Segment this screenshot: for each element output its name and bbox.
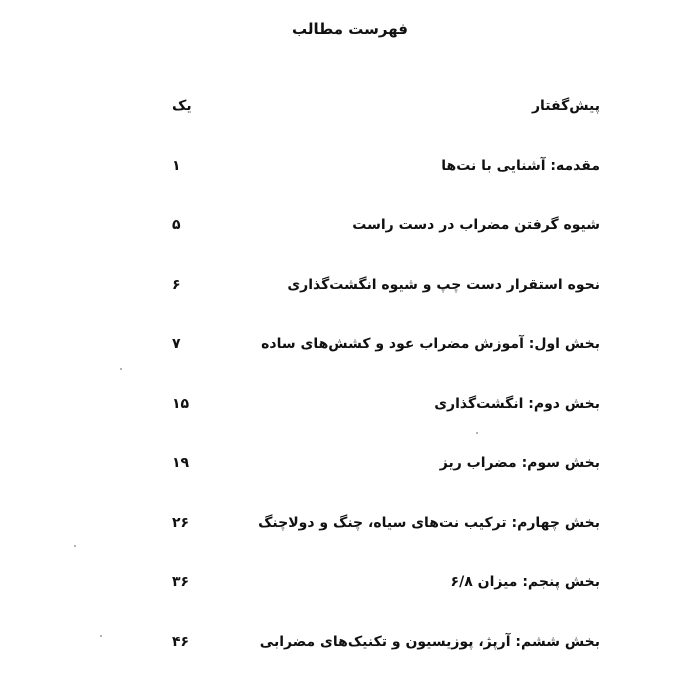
toc-page-number: ۱۵ xyxy=(172,395,190,412)
toc-page-number: ۴۶ xyxy=(172,633,190,650)
toc-entry-part-3 xyxy=(160,453,600,513)
toc-entry-label: بخش اول: آموزش مضراب عود و کشش‌های ساده xyxy=(261,336,600,352)
toc-entry-label: بخش ششم: آرپژ، پوزیسیون و تکنیک‌های مضرابی xyxy=(259,633,600,650)
toc-entry-label: بخش سوم: مضراب ریز xyxy=(439,455,600,471)
page-title: فهرست مطالب xyxy=(292,20,408,38)
scan-speck xyxy=(476,432,478,434)
scan-speck xyxy=(120,368,122,370)
toc-entry-label: پیش‌گفتار xyxy=(531,98,600,114)
toc-page-number: ۷ xyxy=(172,336,181,352)
toc-entry-part-6 xyxy=(160,632,600,692)
toc-entry-part-2 xyxy=(160,394,600,454)
toc-page-number: ۲۶ xyxy=(172,514,190,531)
toc-entry-label: بخش پنجم: میزان ۶/۸ xyxy=(450,574,600,590)
toc-page-number: ۱ xyxy=(172,157,181,174)
toc-entry-introduction xyxy=(160,156,600,216)
scan-speck xyxy=(100,635,102,637)
toc-entry-right-hand xyxy=(160,215,600,275)
toc-entry-preface xyxy=(160,96,600,156)
toc-entry-label: بخش دوم: انگشت‌گذاری xyxy=(434,395,600,412)
toc-entry-part-5 xyxy=(160,572,600,632)
toc-entry-label: مقدمه: آشنایی با نت‌ها xyxy=(441,157,600,174)
toc-entry-label: بخش چهارم: ترکیب نت‌های سیاه، چنگ و دولاچنگ xyxy=(258,514,600,531)
toc-page-number: ۳۶ xyxy=(172,574,190,590)
table-of-contents xyxy=(160,96,600,691)
toc-entry-part-1 xyxy=(160,334,600,394)
toc-page-number: ۱۹ xyxy=(172,455,190,471)
toc-entry-label: شیوه گرفتن مضراب در دست راست xyxy=(352,217,600,233)
toc-page-number: ۶ xyxy=(172,276,181,293)
toc-entry-left-hand xyxy=(160,275,600,335)
toc-entry-part-4 xyxy=(160,513,600,573)
toc-page-number: یک xyxy=(172,98,192,114)
scan-speck xyxy=(74,545,76,547)
toc-entry-label: نحوه استقرار دست چپ و شیوه انگشت‌گذاری xyxy=(287,276,600,293)
toc-page-number: ۵ xyxy=(172,217,181,233)
